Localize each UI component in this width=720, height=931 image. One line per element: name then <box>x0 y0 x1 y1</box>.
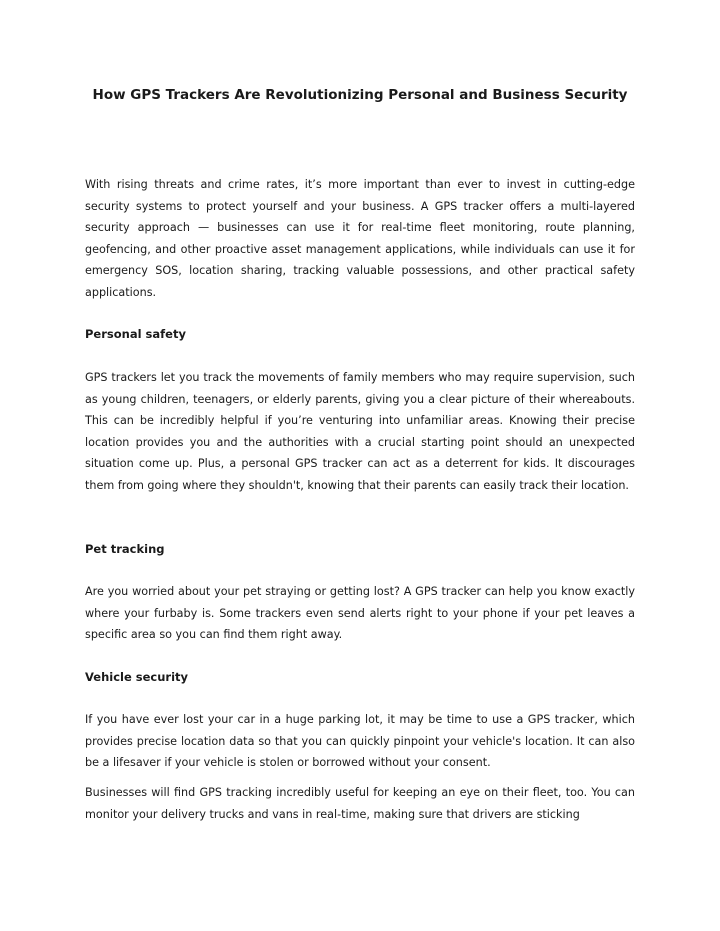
personal-safety-paragraph: GPS trackers let you track the movements of family members who may require supervision, such as young children, teenagers, or elderly parents, giving you a clear picture of their whereabouts. This can be incredibly helpful if you’re venturing into unfamiliar areas. Knowing their precise location provides you and the authorities with a crucial starting point should an unexpected situation come up. Plus, a personal GPS tracker can act as a deterrent for kids. It discourages them from going where they shouldn't, knowing that their parents can easily track their location. <box>85 371 635 492</box>
section-heading-vehicle-security: Vehicle security <box>85 670 189 684</box>
document-title: How GPS Trackers Are Revolutionizing Personal and Business Security <box>92 87 628 103</box>
vehicle-security-paragraph-2: Businesses will find GPS tracking incredibly useful for keeping an eye on their fleet, too. You can monitor your delivery trucks and vans in real-time, making sure that drivers are sticking <box>85 786 635 821</box>
section-heading-personal-safety: Personal safety <box>85 327 186 341</box>
intro-paragraph: With rising threats and crime rates, it’s more important than ever to invest in cutting-edge security systems to protect yourself and your business. A GPS tracker offers a multi-layered security approach — businesses can use it for real-time fleet monitoring, route planning, geofencing, and other proactive asset management applications, while individuals can use it for emergency SOS, location sharing, tracking valuable possessions, and other practical safety applications. <box>85 178 635 299</box>
pet-tracking-paragraph: Are you worried about your pet straying or getting lost? A GPS tracker can help you know exactly where your furbaby is. Some trackers even send alerts right to your phone if your pet leaves a specific area so you can find them right away. <box>85 585 635 641</box>
vehicle-security-paragraph-1: If you have ever lost your car in a huge parking lot, it may be time to use a GPS tracker, which provides precise location data so that you can quickly pinpoint your vehicle's location. It can also be a lifesaver if your vehicle is stolen or borrowed without your consent. <box>85 713 635 769</box>
section-heading-pet-tracking: Pet tracking <box>85 542 165 556</box>
